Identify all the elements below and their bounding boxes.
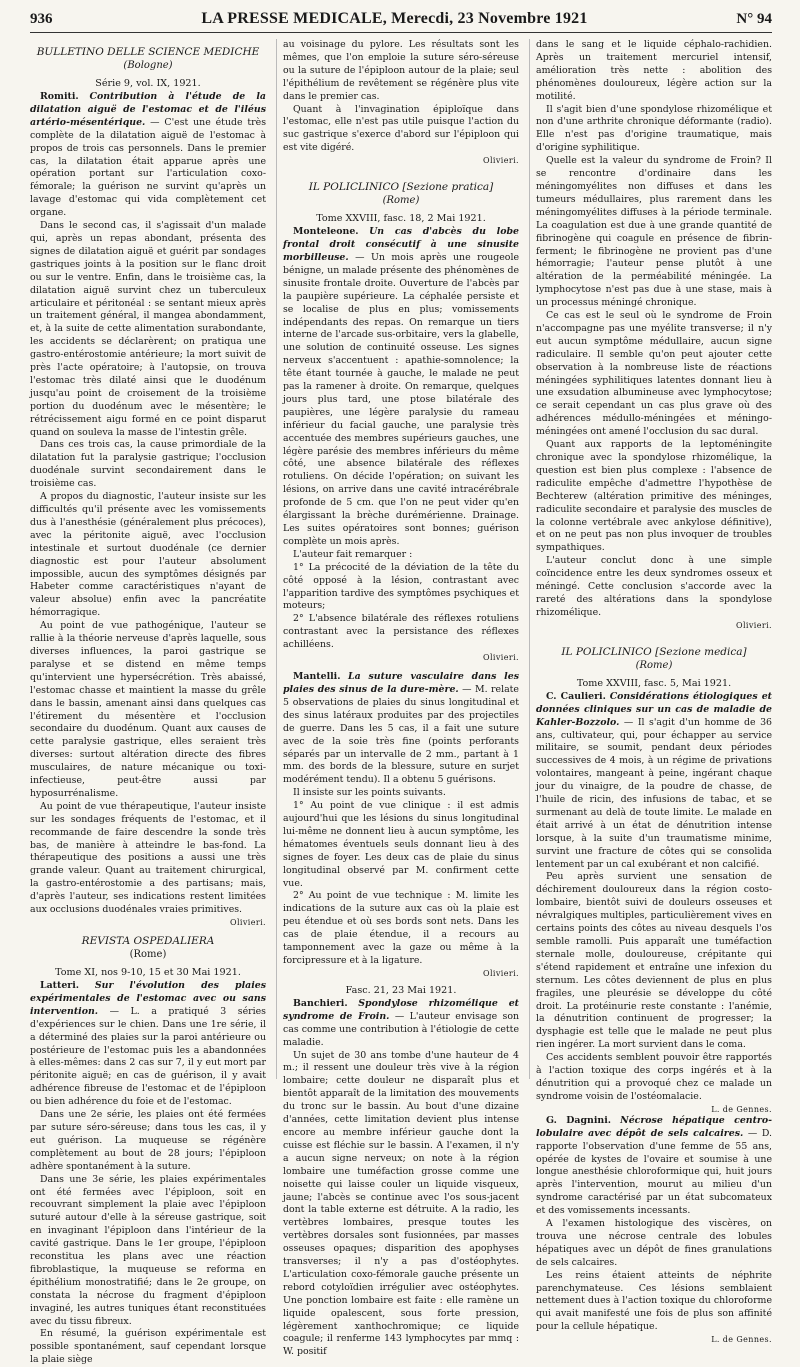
- paragraph: En résumé, la guérison expérimentale est possible spontanément, sauf cependant lorsque la plaie siège: [30, 1328, 266, 1366]
- article-latteri: [30, 980, 266, 1109]
- section-tome: Tome XXVIII, fasc. 18, 2 Mai 1921.: [316, 213, 486, 225]
- paragraph: Ces accidents semblent pouvoir être rapportés à l'action toxique des corps ingérés et à la dénutrition qui a provoqué chez ce malade un syndrome voisin de l'ostéomalacie.: [536, 1052, 772, 1102]
- author-signature: Olivieri.: [229, 918, 266, 927]
- article-banchieri: [283, 998, 519, 1050]
- paragraph: Quant à l'invagination épiploïque dans l'estomac, elle n'est pas utile puisque l'action du suc gastrique s'exerce d'abord sur l'épiploon qui est vite digéré.: [283, 103, 519, 154]
- paragraph: Dans une 2e série, les plaies ont été fermées par suture séro-séreuse; dans tous les cas, il y eut guérison. La muqueuse se régénère complètement au bout de 28 jours; l'épiploon adhère spontanément à la suture.: [30, 1109, 266, 1172]
- section-title: REVISTA OSPEDALIERA: [81, 935, 215, 947]
- article-author: Mantelli.: [293, 671, 341, 683]
- paragraph: — Il s'agit d'un homme de 36 ans, cultivateur, qui, pour échapper au service militaire, se soumit, pendant deux périodes successives de 4 mois, à un régime de privations volontaires, mangeant à peine, ingérant chaque jour du vinaigre, de la poudre de chasse, de l'huile de ricin, des infusions de tabac, et se surmenant au delà de toute limite. Le malade en était arrivé à un état de dénutrition intense lorsque, à la suite d'un traumatisme minime, survint une fracture de côtes qui se consolida lentement par un cal exubérant et non calcifié.: [536, 716, 772, 870]
- section-city: (Rome): [382, 195, 420, 207]
- paragraph: A l'examen histologique des viscères, on trouva une nécrose centrale des lobules hépatiques avec un dépôt de fines granulations de sels calcaires.: [536, 1218, 772, 1268]
- paragraph: — Un mois après une rougeole bénigne, un malade présente des phénomènes de sinusite frontale droite. Ouverture de l'abcès par la paupière supérieure. La céphalée persiste et se localise de plus en plus; vomissements indépendants des repas. On remarque un tiers interne de l'arcade sus-orbitaire, vers la glabelle, une solution de continuité osseuse. Les signes nerveux s'accentuent : apathie-somnolence; la tête étant tournée à gauche, le malade ne peut pas la ramener à droite. On remarque, quelques jours plus tard, une ptose bilatérale des paupières, une légère paralysie du rameau inférieur du facial gauche, une paralysie très accentuée des membres supérieurs gauches, une légère parésie des membres inférieurs du même côté, une absence bilatérale des réflexes rotuliens. On décide l'opération; on suivant les lésions, on arrive dans une cavité intracérébrale profonde de 5 cm. que l'on ne peut vider qu'en élargissant la brèche durémérienne. Drainage. Les suites opératoires sont bonnes; guérison complète un mois après.: [283, 251, 519, 547]
- paragraph: dans le sang et le liquide céphalo-rachidien. Après un traitement mercuriel intensif, amélioration très nette : abolition des phénomènes douloureux, légère action sur la motilité.: [536, 39, 772, 102]
- author-signature: L. de Gennes.: [711, 1335, 772, 1345]
- article-title: Spondylose rhizomélique et syndrome de Froin.: [283, 997, 520, 1022]
- author-signature: L. de Gennes.: [711, 1104, 772, 1114]
- paragraph: Il s'agit bien d'une spondylose rhizomélique et non d'une arthrite chronique déformante (radio). Elle n'est pas d'origine traumatique, mais d'origine syphilitique.: [536, 103, 772, 154]
- paragraph: Ce cas est le seul où le syndrome de Froin n'accompagne pas une myélite transverse; il n'y eut aucun symptôme médullaire, aucun signe radiculaire. Il semble qu'on peut ajouter cette observation à la nombreuse liste de réactions méningées syphilitiques latentes donnant lieu à une exsudation albumineuse avec lymphocytose; ce serait cependant un cas plus grave où des adhérences médullo-méningées et méningo-méningées ont amené l'occlusion du sac dural.: [536, 310, 772, 438]
- article-author: G. Dagnini.: [546, 1114, 612, 1126]
- paragraph: — C'est une étude très complète de la dilatation aiguë de l'estomac à propos de trois cas personnels. Dans le premier cas, la dilatation était apparue après une opération portant sur l'articulation coxo-fémorale; la guérison ne survint qu'après un lavage d'estomac qui vida complètement cet organe.: [30, 116, 267, 219]
- article-romiti: [30, 91, 266, 220]
- paragraph: Dans une 3e série, les plaies expérimentales ont été fermées avec l'épiploon, soit en recouvrant simplement la plaie avec l'épiploon suturé autour d'elle à la séreuse gastrique, soit en invaginant l'épiploon dans l'intérieur de la cavité gastrique. Dans le 1er groupe, l'épiploon reconstitua les plans avec une réaction fibroblastique, la muqueuse se reforma en épithélium monostratifié; dans le 2e groupe, on constata la nécrose du fragment d'épiploon invaginé, les autres tuniques étant reconstituées avec du tissu fibreux.: [30, 1173, 266, 1327]
- paragraph: L'auteur fait remarquer :: [293, 548, 413, 560]
- section-city: (Rome): [635, 659, 673, 671]
- paragraph: Au point de vue pathogénique, l'auteur se rallie à la théorie nerveuse d'après laquelle, sous diverses influences, la paroi gastrique se paralyse et se distend en même temps qu'intervient une hypersécrétion. Très abaissé, l'estomac chasse et maintient la masse du grêle dans le bassin, amenant ainsi dans quelques cas l'étirement du mésentère et l'occlusion secondaire du duodénum. Quant aux causes de cette paralysie gastrique, elles seraient très diverses: surtout altération directe des fibres musculaires, de nature mécanique ou toxi-infectieuse, peut-être aussi par hyposurrénalisme.: [30, 620, 266, 799]
- paragraph: Dans ces trois cas, la cause primordiale de la dilatation fut la paralysie gastrique; l'occlusion duodénale survint secondairement dans le troisième cas.: [30, 439, 266, 490]
- paragraph: Les reins étaient atteints de néphrite parenchymateuse. Ces lésions semblaient nettement dues à l'action toxique du chloroforme qui avait manifesté une fois de plus son affinité pour la cellule hépatique.: [536, 1269, 772, 1333]
- paragraph: — L. a pratiqué 3 séries d'expériences sur le chien. Dans une 1re série, il a déterminé des plaies sur la paroi antérieure ou postérieure de l'estomac puis les a abandonnées à elles-mêmes: dans 2 cas sur 7, il y eut mort par péritonite aiguë; en cas de guérison, il y avait adhérence fibreuse de l'estomac et de l'épiploon ou bien adhérence du foie et de l'estomac.: [30, 1005, 266, 1108]
- author-signature: Olivieri.: [482, 156, 519, 166]
- section-title: BULLETINO DELLE SCIENCE MEDICHE: [36, 46, 260, 58]
- article-title: Un cas d'abcès du lobe frontal droit consécutif à une sinusite morbilleuse.: [283, 226, 520, 263]
- page-header: [30, 10, 772, 33]
- paragraph: — L'auteur envisage son cas comme une contribution à l'étiologie de cette maladie.: [283, 1010, 520, 1048]
- paragraph: Dans le second cas, il s'agissait d'un malade qui, après un repas abondant, présenta des signes de dilatation aiguë et guérit par sondages gastriques joints à la position sur le flanc droit ou sur le ventre. Enfin, dans le troisième cas, la dilatation aiguë survint chez un tuberculeux articulaire et péritonéal : se sentant mieux après un traitement général, il mangea abondamment, et, à la suite de cette alimentation surabondante, les accidents se déclarèrent; on pratiqua une gastro-entérostomie antérieure; la mort suivit de près l'acte opératoire; à l'autopsie, on trouva l'estomac très dilaté ainsi que le duodénum jusqu'au point de croisement de la troisième portion du duodénum avec le mésentère; le rétrécissement aigu formé en ce point disparut quand on souleva la masse de l'intestin grêle.: [30, 220, 266, 438]
- article-title: Contribution à l'étude de la dilatation aiguë de l'estomac et de l'iléus artério-mésentérique.: [30, 91, 266, 128]
- article-mantelli: [283, 671, 519, 787]
- section-tome: Tome XXVIII, fasc. 5, Mai 1921.: [576, 677, 732, 689]
- section-tome: Tome XI, nos 9-10, 15 et 30 Mai 1921.: [55, 967, 241, 978]
- article-monteleone: [283, 226, 519, 549]
- section-title: IL POLICLINICO [Sezione medica]: [561, 645, 747, 658]
- paragraph: Il insiste sur les points suivants.: [293, 787, 446, 799]
- paragraph: — M. relate 5 observations de plaies du sinus longitudinal et des sinus latéraux produites par des projectiles de guerre. Dans les 5 cas, il a fait une suture avec de la soie très fine (points perforants séparés par un intervalle de 2 mm., partant à 1 mm. des bords de la blessure, suture en surjet modérément tendu). Il a obtenu 5 guérisons.: [283, 683, 519, 786]
- fascicle-date: Fasc. 21, 23 Mai 1921.: [345, 984, 457, 996]
- paragraph: au voisinage du pylore. Les résultats sont les mêmes, que l'on emploie la suture séro-séreuse ou la suture de l'épiploon autour de la plaie; seul l'épithélium de revêtement se régénère plus vite dans le premier cas.: [283, 39, 519, 102]
- paragraph: Au point de vue thérapeutique, l'auteur insiste sur les sondages fréquents de l'estomac, et il recommande de faire descendre la sonde très bas, de manière à atteindre le bas-fond. La thérapeutique des positions a aussi une très grande valeur. Quant au traitement chirurgical, la gastro-entérostomie a des partisans; mais, d'après l'auteur, ses indications restent limitées aux occlusions duodénales vraies primitives.: [30, 800, 266, 916]
- article-author: Romiti.: [40, 91, 79, 102]
- section-city: (Bologne): [123, 60, 173, 71]
- issue-number: N° 94: [736, 11, 772, 27]
- article-caulieri: [536, 691, 772, 872]
- paragraph: Un sujet de 30 ans tombe d'une hauteur de 4 m.; il ressent une douleur très vive à la région lombaire; cette douleur ne disparaît plus et bientôt apparaît de la limitation des mouvements du tronc sur le bassin. Au bout d'une dizaine d'années, cette limitation devient plus intense encore au membre inférieur gauche dont la cuisse est fléchie sur le bassin. A l'examen, il n'y a aucun signe nerveux; on note à la région lombaire une tuméfaction grosse comme une noisette qui laisse couler un liquide visqueux, jaune; l'abcès se continue avec l'os sous-jacent dont la table externe est détruite. A la radio, les vertèbres lombaires, presque toutes les vertèbres dorsales sont fusionnées, par masses osseuses opaques; disparition des apophyses transverses; il n'y a pas d'ostéophytes. L'articulation coxo-fémorale gauche présente un rebord cotyloïdien irrégulier avec ostéophytes. Une ponction lombaire est faite : elle ramène un liquide opalescent, sous forte pression, légèrement xanthochromique; ce liquide coagule; il renferme 143 lymphocytes par mmq : W. positif: [283, 1049, 519, 1358]
- page-number: 936: [30, 11, 53, 27]
- article-author: Monteleone.: [293, 226, 359, 238]
- column-1: [30, 39, 267, 1366]
- article-author: Banchieri.: [293, 997, 348, 1009]
- column-3: [529, 39, 773, 1345]
- article-title: Sur l'évolution des plaies expérimentales de l'estomac avec ou sans intervention.: [30, 980, 267, 1017]
- paragraph: 2° Au point de vue technique : M. limite les indications de la suture aux cas où la plaie est peu étendue et où ses bords sont nets. Dans les cas de plaie étendue, il a recours au tamponnement avec la gaze ou même à la forcipressure et à la ligature.: [283, 890, 519, 966]
- paragraph: Quelle est la valeur du syndrome de Froin? Il se rencontre d'ordinaire dans les méningomyélites non diffuses et dans les tumeurs médullaires, plus rarement dans les méningomyélites diffuses à la période terminale. La coagulation est due à une grande quantité de fibrinogène qui coagule en présence de fibrin-ferment; le fibrinogène ne provient pas d'une hémorragie; l'auteur pense plutôt à une altération de la perméabilité méningée. La lymphocytose n'est pas due à une stase, mais à un processus méningé chronique.: [536, 155, 772, 309]
- section-title: IL POLICLINICO [Sezione pratica]: [308, 181, 494, 194]
- author-signature: Olivieri.: [735, 620, 772, 630]
- article-title: Nécrose hépatique centro-lobulaire avec dépôt de sels calcaires.: [536, 1114, 773, 1139]
- paragraph: 1° La précocité de la déviation de la tête du côté opposé à la lésion, contrastant avec l'apparition tardive des symptômes psychiques et moteurs;: [283, 561, 519, 612]
- paragraph: A propos du diagnostic, l'auteur insiste sur les difficultés qu'il présente avec les vomissements dus à l'anesthésie (généralement plus précoces), avec la péritonite aiguë, avec l'occlusion intestinale et surtout duodénale (ce dernier diagnostic est pour l'auteur absolument impossible, aucun des symptômes désignés par Habeter comme caractéristiques n'ayant de valeur absolue) enfin avec la pancréatite hémorragique.: [30, 491, 266, 619]
- article-columns: [30, 39, 773, 1366]
- article-title: La suture vasculaire dans les plaies des sinus de la dure-mère.: [283, 671, 519, 695]
- article-dagnini: [536, 1115, 772, 1218]
- journal-title: LA PRESSE MEDICALE, Merecdi, 23 Novembre 1921: [201, 10, 588, 27]
- column-2: [276, 39, 520, 1358]
- paragraph: Peu après survient une sensation de déchirement douloureux dans la région costo-lombaire, bientôt suivi de douleurs osseuses et névralgiques multiples, particulièrement vives en certains points des côtes au niveau desquels l'os semble ramolli. Puis apparaît une tuméfaction sternale molle, douloureuse, crépitante qui s'étend rapidement et entraîne une infexion du sternum. Les côtes deviennent de plus en plus fragiles, une pleurésie se développe du côté droit. La protéinurie reste constante : l'anémie, la dénutrition continuent de progresser; la dysphagie est telle que le malade ne peut plus rien ingérer. La mort survient dans le coma.: [536, 871, 772, 1051]
- paragraph: — D. rapporte l'observation d'une femme de 55 ans, opérée de kystes de l'ovaire et soumise à une longue anesthésie chloroformique qui, huit jours après l'intervention, mourut au milieu d'un syndrome caractérisé par un état subcomateux et des vomissements incessants.: [536, 1127, 772, 1217]
- paragraph: 2° L'absence bilatérale des réflexes rotuliens contrastant avec la persistance des réflexes achilléens.: [283, 613, 519, 651]
- paragraph: L'auteur conclut donc à une simple coïncidence entre les deux syndromes osseux et méningé. Cette conclusion s'accorde avec la rareté des altérations dans la spondylose rhizomélique.: [536, 555, 772, 618]
- author-signature: Olivieri.: [482, 653, 519, 663]
- section-tome: Série 9, vol. IX, 1921.: [95, 78, 201, 89]
- section-city: (Rome): [129, 949, 167, 960]
- paragraph: 1° Au point de vue clinique : il est admis aujourd'hui que les lésions du sinus longitudinal lui-même ne donnent lieu à aucun symptôme, les hématomes éventuels seuls donnant lieu à des signes de foyer. Les deux cas de plaie du sinus longitudinal observé par M. confirment cette vue.: [283, 800, 519, 889]
- article-author: C. Caulieri.: [546, 690, 606, 702]
- author-signature: Olivieri.: [482, 968, 519, 978]
- paragraph: Quant aux rapports de la leptoméningite chronique avec la spondylose rhizomélique, la question est bien plus complexe : l'absence de radiculite empêche d'admettre l'hypothèse de Bechterew (altération primitive des méninges, radiculite secondaire et paralysie des muscles de la colonne vertébrale avec ankylose définitive), et on ne peut pas non plus invoquer de troubles sympathiques.: [536, 439, 772, 554]
- article-title: Considérations étiologiques et données cliniques sur un cas de maladie de Kahler-Bozzolo.: [536, 690, 773, 728]
- article-author: Latteri.: [40, 980, 80, 991]
